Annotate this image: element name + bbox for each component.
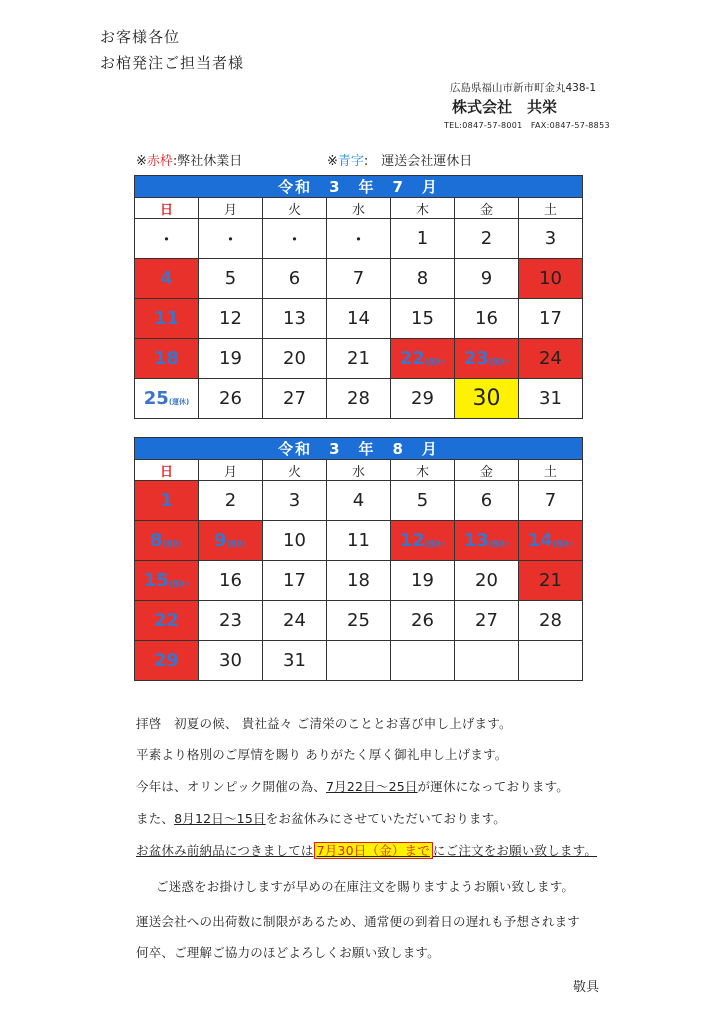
day-cell: 5 [391, 481, 455, 521]
legend-blue-prefix: ※ [327, 154, 338, 169]
order-deadline-notice [136, 843, 597, 858]
calendar-title: 令和 3 年 7 月 [135, 176, 583, 198]
olympic-notice [136, 779, 569, 794]
obon-notice-suffix: をお盆休みにさせていただいております。 [265, 811, 506, 826]
day-cell: 25 [327, 601, 391, 641]
weekday-header: 水 [327, 198, 391, 219]
day-cell: 2 [199, 481, 263, 521]
greeting-line: 拝啓 初夏の候、 貴社益々 ご清栄のこととお喜び申し上げます。 [136, 716, 512, 731]
day-cell: 28 [327, 379, 391, 419]
day-number: 8 [150, 530, 163, 551]
obon-dates: 8月12日～15日 [174, 811, 266, 826]
day-cell: 27 [455, 601, 519, 641]
day-cell-empty [327, 641, 391, 681]
deadline-date-highlight: 7月30日（金）まで [314, 842, 433, 859]
weekday-header: 金 [455, 460, 519, 481]
day-cell: 26 [391, 601, 455, 641]
day-cell: 31 [519, 379, 583, 419]
cooperation-request: 何卒、ご理解ご協力のほどよろしくお願い致します。 [136, 945, 440, 960]
day-cell: 13 [263, 299, 327, 339]
day-cell: 20 [263, 339, 327, 379]
day-cell: 8 [391, 259, 455, 299]
day-cell: 12 [199, 299, 263, 339]
carrier-closed-note: (運休) [488, 540, 510, 548]
day-cell: 7 [519, 481, 583, 521]
day-cell-closed-carrier [519, 521, 583, 561]
olympic-notice-suffix: が運休になっております。 [417, 779, 569, 794]
carrier-closed-note: (運休) [162, 540, 183, 548]
deadline-suffix: にご注文をお願い致します。 [432, 843, 598, 858]
calendar-title: 令和 3 年 8 月 [135, 438, 583, 460]
day-cell-empty [391, 641, 455, 681]
company-phone-fax: TEL:0847-57-8001 FAX:0847-57-8853 [444, 121, 610, 130]
day-cell: 16 [199, 561, 263, 601]
day-cell-closed: 18 [135, 339, 199, 379]
salutation-customers: お客様各位 [100, 28, 181, 46]
weekday-header: 月 [199, 198, 263, 219]
thanks-line: 平素より格別のご厚情を賜り ありがたく厚く御礼申し上げます。 [136, 747, 508, 762]
weekday-header: 金 [455, 198, 519, 219]
day-cell: 27 [263, 379, 327, 419]
day-cell-closed-carrier [391, 521, 455, 561]
day-cell-closed: 10 [519, 259, 583, 299]
day-cell-carrier-closed [135, 379, 199, 419]
obon-notice [136, 811, 506, 826]
day-cell: 26 [199, 379, 263, 419]
salutation-coffin-order: お棺発注ご担当者様 [100, 54, 245, 72]
olympic-notice-prefix: 今年は、オリンピック開催の為、 [136, 779, 327, 794]
day-cell: 10 [263, 521, 327, 561]
day-number: 22 [399, 348, 425, 369]
day-cell: 9 [455, 259, 519, 299]
carrier-closed-note: (運休) [552, 540, 574, 548]
weekday-header: 日 [135, 198, 199, 219]
day-cell: 23 [199, 601, 263, 641]
day-cell: 2 [455, 219, 519, 259]
day-cell: 19 [199, 339, 263, 379]
day-cell: 31 [263, 641, 327, 681]
day-cell: 20 [455, 561, 519, 601]
day-number: 12 [399, 530, 425, 551]
day-cell: 6 [263, 259, 327, 299]
day-cell: ・ [327, 219, 391, 259]
day-cell: 6 [455, 481, 519, 521]
day-number: 9 [214, 530, 227, 551]
deadline-prefix: お盆休み前納品につきましては [136, 843, 314, 858]
day-cell: 1 [391, 219, 455, 259]
weekday-header: 水 [327, 460, 391, 481]
calendar-july [134, 175, 583, 419]
day-cell: 5 [199, 259, 263, 299]
day-cell: ・ [263, 219, 327, 259]
day-cell: 4 [327, 481, 391, 521]
day-number: 14 [527, 530, 553, 551]
carrier-closed-note: (運休) [424, 358, 446, 366]
day-cell: 11 [327, 521, 391, 561]
weekday-header: 土 [519, 460, 583, 481]
day-cell: 16 [455, 299, 519, 339]
legend-red [136, 150, 242, 169]
weekday-header: 木 [391, 198, 455, 219]
day-cell: 30 [199, 641, 263, 681]
carrier-closed-note: (運休) [168, 580, 190, 588]
legend-blue-term: 青字 [337, 154, 364, 169]
weekday-header: 火 [263, 198, 327, 219]
legend-blue [327, 150, 472, 169]
day-cell: 19 [391, 561, 455, 601]
day-cell-closed: 29 [135, 641, 199, 681]
day-number: 23 [463, 348, 489, 369]
obon-notice-prefix: また、 [136, 811, 175, 826]
day-cell-empty [519, 641, 583, 681]
day-cell-empty [455, 641, 519, 681]
company-address: 広島県福山市新市町金丸438-1 [450, 82, 597, 94]
day-cell-closed-carrier [391, 339, 455, 379]
weekday-header: 日 [135, 460, 199, 481]
day-cell: 18 [327, 561, 391, 601]
day-cell: 28 [519, 601, 583, 641]
carrier-closed-note: (運休) [488, 358, 510, 366]
day-cell: 15 [391, 299, 455, 339]
company-name: 株式会社 共栄 [452, 98, 558, 116]
day-cell: 24 [263, 601, 327, 641]
day-cell: 7 [327, 259, 391, 299]
olympic-closed-dates: 7月22日～25日 [326, 779, 418, 794]
day-cell-closed: 22 [135, 601, 199, 641]
carrier-closed-note: (運休) [424, 540, 446, 548]
day-cell: 29 [391, 379, 455, 419]
day-cell-closed-carrier [135, 561, 199, 601]
carrier-closed-note: (運休) [226, 540, 247, 548]
day-cell-closed-carrier [199, 521, 263, 561]
day-cell-closed-carrier [455, 521, 519, 561]
day-number: 13 [463, 530, 489, 551]
day-cell-closed-carrier [135, 521, 199, 561]
legend-red-prefix: ※ [136, 154, 147, 169]
weekday-header: 木 [391, 460, 455, 481]
day-cell: 3 [519, 219, 583, 259]
day-cell-closed-carrier [455, 339, 519, 379]
day-cell-closed: 24 [519, 339, 583, 379]
legend-red-desc: :弊社休業日 [172, 154, 243, 169]
day-cell-closed: 4 [135, 259, 199, 299]
shipping-delay-notice: 運送会社への出荷数に制限があるため、通常便の到着日の遅れも予想されます [136, 914, 581, 929]
day-cell: 14 [327, 299, 391, 339]
day-number: 25 [143, 388, 169, 409]
legend-red-term: 赤枠 [146, 154, 173, 169]
day-cell-closed: 21 [519, 561, 583, 601]
day-number: 15 [143, 570, 169, 591]
weekday-header: 土 [519, 198, 583, 219]
day-cell: ・ [135, 219, 199, 259]
weekday-header: 火 [263, 460, 327, 481]
weekday-header: 月 [199, 460, 263, 481]
calendar-august [134, 437, 583, 681]
day-cell-closed: 11 [135, 299, 199, 339]
day-cell: 17 [519, 299, 583, 339]
day-cell: 17 [263, 561, 327, 601]
day-cell: ・ [199, 219, 263, 259]
early-order-request: ご迷惑をお掛けしますが早めの在庫注文を賜りますようお願い致します。 [156, 879, 575, 894]
legend-blue-desc: : 運送会社運休日 [363, 154, 473, 169]
day-cell-closed: 1 [135, 481, 199, 521]
day-cell: 21 [327, 339, 391, 379]
carrier-closed-note: (運休) [168, 398, 190, 406]
closing-keigu: 敬具 [573, 980, 600, 995]
day-cell: 3 [263, 481, 327, 521]
day-cell-deadline: 30 [455, 379, 519, 419]
